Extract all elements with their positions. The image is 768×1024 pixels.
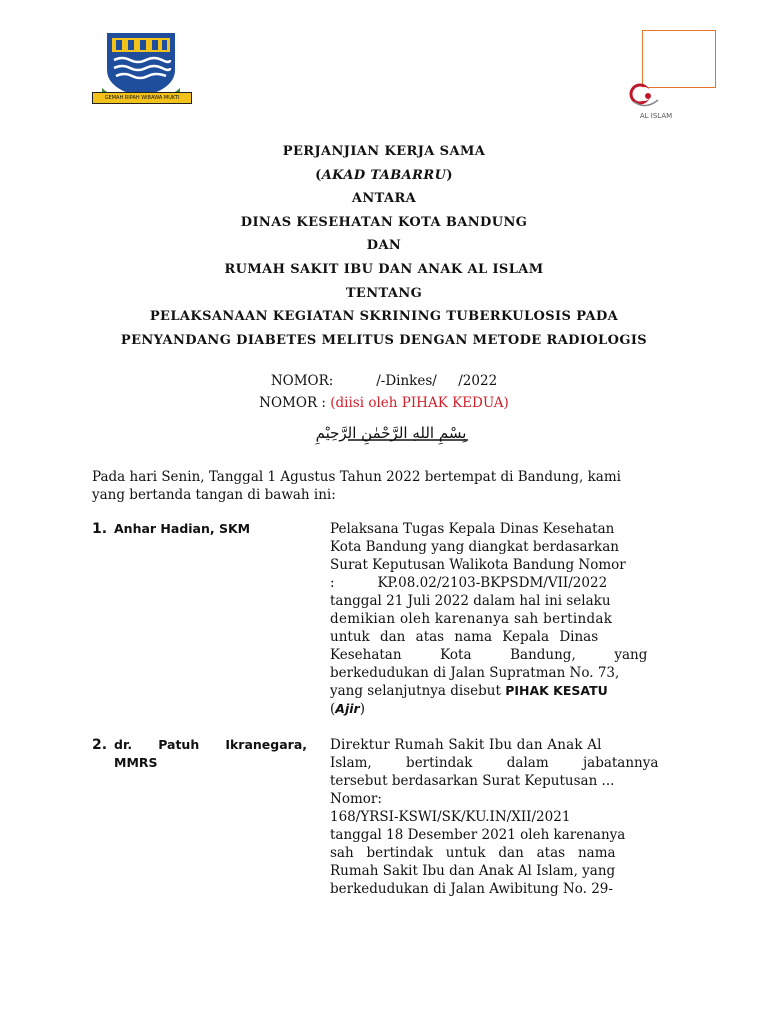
- akad-tabarru: AKAD TABARRU: [321, 167, 447, 183]
- bismillah-calligraphy: بِسْمِ اللهِ الرَّحْمٰنِ الرَّحِيْمِ: [315, 424, 467, 442]
- title-line-5: DAN: [366, 238, 402, 254]
- title-line-1: PERJANJIAN KERJA SAMA: [282, 144, 486, 159]
- party-description: Direktur Rumah Sakit Ibu dan Anak Al Islam, bertindak dalam jabatannya tersebut berdasarkan Surat Keputusan ... Nomor: 168/YRSI-KSWI/SK/KU.IN/XII/2021 tanggal 18 Desember 2021 oleh karenanya sah bertindak untuk dan atas nama Rumah Sakit Ibu dan Anak Al Islam, yang berkedudukan di Jalan Awibitung No. 29-: [330, 737, 659, 897]
- nomor-line-1: NOMOR: /-Dinkes/ /2022: [270, 373, 498, 389]
- party-description: Pelaksana Tugas Kepala Dinas Kesehatan Kota Bandung yang diangkat berdasarkan Surat Keputusan Walikota Bandung Nomor : KP.08.02/2103-BKPSDM/VII/2022 tanggal 21 Juli 2022 dalam hal ini selaku demikian oleh karenanya sah bertindak untuk dan atas nama Kepala Dinas Kesehatan Kota Bandung, yang berkedudukan di Jalan Supratman No. 73, yang selanjutnya disebut PIHAK KESATU (Ajir): [330, 521, 648, 717]
- title-line-7: TENTANG: [345, 285, 423, 301]
- agreement-title: [80, 140, 688, 352]
- opening-paragraph: Pada hari Senin, Tanggal 1 Agustus Tahun 2022 bertempat di Bandung, kami yang bertanda tangan di bawah ini:: [92, 469, 621, 503]
- party-item-1: [92, 520, 672, 720]
- al-islam-logo-text: AL ISLAM: [639, 112, 673, 120]
- title-line-2: (AKAD TABARRU): [315, 167, 453, 183]
- emblem-motto: GEMAH RIPAH WIBAWA MUKTI: [92, 92, 192, 104]
- pihak-kesatu: PIHAK KESATU: [505, 683, 608, 698]
- title-line-4: DINAS KESEHATAN KOTA BANDUNG: [240, 214, 528, 230]
- party-name: Anhar Hadian, SKM: [114, 521, 251, 536]
- party-item-2: [92, 736, 672, 906]
- party-number: 1.: [92, 521, 108, 537]
- nomor-line-2: NOMOR : (diisi oleh PIHAK KEDUA): [259, 395, 509, 411]
- nomor-note: (diisi oleh PIHAK KEDUA): [330, 395, 509, 411]
- ajir-alias: Ajir: [335, 701, 360, 716]
- title-line-3: ANTARA: [351, 191, 417, 207]
- party-number: 2.: [92, 737, 108, 753]
- bandung-city-emblem: [102, 30, 180, 104]
- al-islam-logo: [606, 78, 702, 130]
- title-line-6: RUMAH SAKIT IBU DAN ANAK AL ISLAM: [224, 261, 544, 277]
- party-name: dr. Patuh Ikranegara, MMRS: [114, 737, 308, 770]
- title-line-9: PENYANDANG DIABETES MELITUS DENGAN METODE RADIOLOGIS: [120, 332, 648, 348]
- title-line-8: PELAKSANAAN KEGIATAN SKRINING TUBERKULOSIS PADA: [149, 309, 619, 325]
- document-number: [80, 370, 688, 414]
